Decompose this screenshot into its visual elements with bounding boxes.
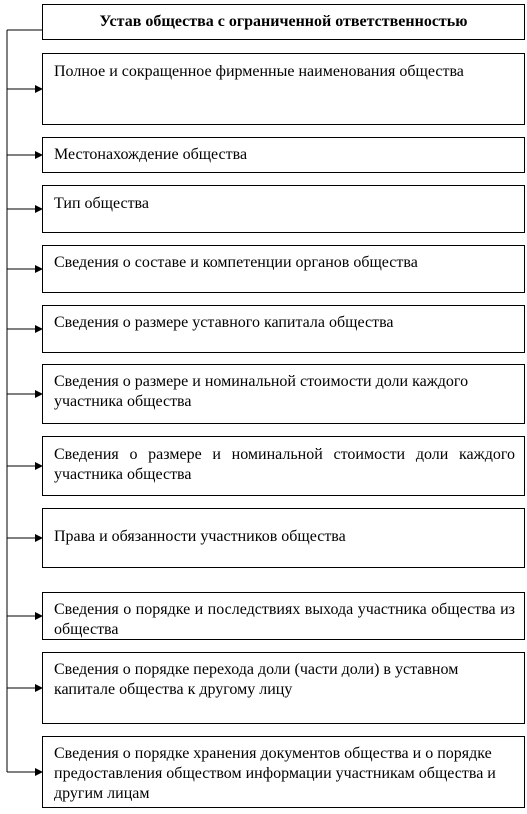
item-box-company-type: [42, 185, 525, 233]
item-label: Сведения о размере и номинальной стоимости доли каждого участника общества: [54, 373, 469, 410]
item-box-share-value-1: [42, 364, 525, 424]
item-box-share-transfer: [42, 652, 525, 724]
item-label: Права и обязанности участников общества: [54, 528, 346, 545]
item-label: Сведения о размере и номинальной стоимости доли каждого участника общества: [54, 446, 515, 483]
diagram-title-box: [42, 4, 525, 40]
item-box-full-name: [42, 53, 525, 125]
item-box-share-value-2: [42, 436, 525, 496]
item-box-charter-capital: [42, 305, 525, 353]
item-label: Сведения о размере уставного капитала общества: [54, 314, 394, 331]
item-label: Сведения о порядке хранения документов общества и о порядке предоставления обществом информации участникам общества и другим лицам: [54, 745, 496, 802]
item-label: Сведения о порядке и последствиях выхода участника общества из общества: [54, 601, 515, 638]
item-label: Полное и сокращенное фирменные наименования общества: [54, 63, 464, 80]
item-box-document-storage: [42, 736, 525, 808]
item-label: Тип общества: [54, 195, 149, 212]
item-label: Местонахождение общества: [54, 146, 248, 163]
diagram-title: Устав общества с ограниченной ответственностью: [99, 13, 468, 30]
item-label: Сведения о порядке перехода доли (части доли) в уставном капитале общества к другому лицу: [54, 661, 459, 698]
item-box-location: [42, 137, 525, 173]
item-box-participant-exit: [42, 592, 525, 640]
item-label: Сведения о составе и компетенции органов общества: [54, 254, 418, 271]
item-box-rights-duties: [42, 508, 525, 568]
item-box-governing-bodies: [42, 245, 525, 293]
